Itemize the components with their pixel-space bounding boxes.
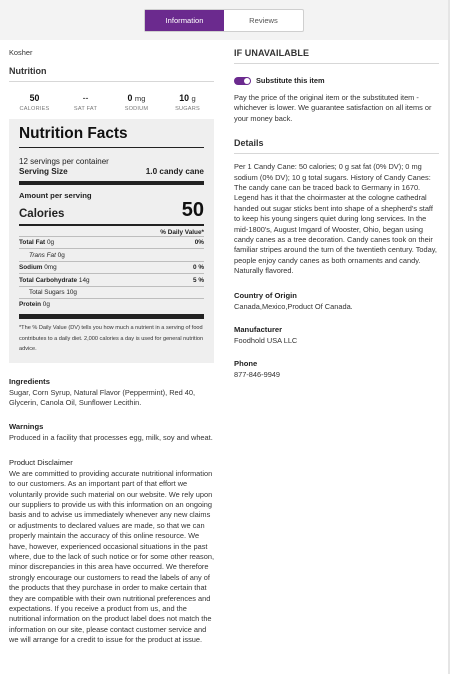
summary-sugars: [162, 93, 213, 112]
tab-reviews[interactable]: Reviews: [249, 16, 278, 25]
nutrient-row-total-carbohydrate: [19, 273, 204, 285]
phone-heading: Phone: [234, 358, 258, 368]
ingredients-text: Sugar, Corn Syrup, Natural Flavor (Peppermint), Red 40, Glycerin, Canola Oil, Sunflower Lecithin.: [9, 387, 196, 407]
nutrient-amount: 14g: [78, 276, 90, 284]
divider: [19, 181, 204, 185]
disclaimer-heading: Product Disclaimer: [9, 457, 73, 467]
amount-per-serving: Amount per serving: [19, 191, 92, 200]
nutrient-amount: 0g: [46, 239, 55, 247]
details-text: Per 1 Candy Cane: 50 calories; 0 g sat fat (0% DV); 0 mg sodium (0% DV); 10 g total sugars. History of Candy Canes: The candy cane can be traced back to Germany in 1670. Legend has it that the choirmaster at the cologne cathedral handed out sugar sticks bent into shape of a shepherd's staff to keep his young singers quiet during long services. In the mid-1800's, August Imgard of Wooster, Ohio, began using candy canes as a tree decoration. Candy canes took on their familiar stripes around the turn of the twentieth century. Today, people enjoy candy canes as both ornaments and candy. Naturally flavored.: [234, 162, 437, 276]
nutrition-facts-title: Nutrition Facts: [19, 125, 128, 142]
manufacturer-value: Foodhold USA LLC: [234, 335, 298, 345]
tab-bar: [144, 9, 304, 32]
nutrient-row-sodium: [19, 261, 204, 273]
summary-value: 50: [29, 93, 40, 103]
warnings-heading: Warnings: [9, 422, 44, 432]
substitute-toggle-row[interactable]: [234, 76, 439, 85]
divider: [234, 63, 439, 64]
divider: [234, 153, 439, 154]
serving-size-label: Serving Size: [19, 167, 68, 176]
divider: [19, 224, 204, 226]
substitute-toggle[interactable]: [234, 77, 251, 85]
nutrient-dv: 0%: [194, 239, 204, 247]
summary-unit: mg: [134, 94, 146, 103]
ingredients-heading: Ingredients: [9, 376, 50, 386]
calories-label: Calories: [19, 208, 65, 220]
phone-value: 877-846-9949: [234, 369, 281, 379]
origin-heading: Country of Origin: [234, 290, 297, 300]
substitute-label: Substitute this item: [256, 76, 325, 85]
details-heading: Details: [234, 138, 264, 149]
origin-value: Canada,Mexico,Product Of Canada.: [234, 301, 353, 311]
divider: [19, 147, 204, 148]
nutrition-heading: Nutrition: [9, 66, 47, 76]
servings-per-container: 12 servings per container: [19, 157, 109, 166]
nutrient-name: Protein: [19, 301, 42, 309]
nutrient-row-trans-fat: [19, 248, 204, 260]
nutrition-facts-panel: [9, 119, 214, 363]
nutrient-row-protein: [19, 298, 204, 310]
disclaimer-text: We are committed to providing accurate nutritional information to our customers. As an important part of that effort we voluntarily provide such material on our website. We rely upon our suppliers to provide us with this information on an ongoing basis and to advise us immediately whenever any new claims or adjustments to declared values are made, so that we can properly maintain the accuracy of this online resource. We have, however, experienced occasional situations in the past where, due to the lack of such notice or for some other reason, minor discrepancies in this area have occurred. We therefore strongly encourage our customers to read the labels of any of the products that they purchase in order to make certain that they are compatible with their own nutritional preferences and expectations. If you receive a product from us, and the nutritional information on the product label does not match the information on our site, please contact customer service and we will arrange for a credit to issue for the product at issue.: [9, 468, 214, 645]
kosher-label: Kosher: [9, 48, 33, 57]
nutrient-dv: 5 %: [192, 276, 204, 284]
summary-value: --: [82, 93, 89, 103]
nutrition-summary: [9, 93, 214, 112]
calories-value: 50: [181, 199, 204, 221]
divider: [19, 314, 204, 319]
nutrient-name: Total Fat: [19, 239, 46, 247]
daily-value-footnote: *The % Daily Value (DV) tells you how much a nutrient in a serving of food contributes to a daily diet. 2,000 calories a day is used for general nutrition advice.: [19, 325, 204, 353]
nutrient-row-total-sugars: [19, 286, 204, 298]
summary-label: SODIUM: [124, 106, 149, 112]
nutrient-name: Total Carbohydrate: [19, 276, 78, 284]
nutrient-name: Total Sugars: [29, 288, 65, 296]
daily-value-header: % Daily Value*: [160, 229, 204, 236]
serving-size-value: 1.0 candy cane: [145, 167, 204, 176]
nutrient-amount: 0g: [42, 301, 50, 309]
substitute-text: Pay the price of the original item or the substituted item - whichever is lower. We guarantee satisfaction on all items or your money back.: [234, 93, 432, 123]
serving-size-row: [19, 167, 204, 176]
summary-unit: g: [191, 94, 196, 103]
summary-sodium: [111, 93, 162, 112]
nutrition-column: [9, 48, 214, 646]
nutrient-amount: 0mg: [44, 264, 57, 272]
summary-calories: [9, 93, 60, 112]
summary-sat-fat: [60, 93, 111, 112]
summary-label: SAT FAT: [73, 106, 98, 112]
warnings-text: Produced in a facility that processes egg, milk, soy and wheat.: [9, 433, 213, 443]
summary-value: 0: [127, 93, 133, 103]
tab-information[interactable]: Information: [145, 10, 224, 31]
nutrient-dv: 0 %: [192, 264, 204, 272]
manufacturer-heading: Manufacturer: [234, 324, 283, 334]
if-unavailable-heading: IF UNAVAILABLE: [234, 48, 310, 58]
nutrient-row-total-fat: [19, 236, 204, 248]
summary-label: SUGARS: [175, 106, 200, 112]
nutrient-name: Trans Fat: [29, 251, 56, 259]
nutrient-amount: 0g: [57, 251, 65, 259]
calories-row: [19, 200, 204, 220]
summary-value: 10: [179, 93, 190, 103]
details-column: [234, 48, 439, 379]
summary-label: CALORIES: [19, 106, 50, 112]
divider: [9, 81, 214, 82]
nutrient-name: Sodium: [19, 264, 43, 272]
nutrient-amount: 10g: [66, 288, 77, 296]
